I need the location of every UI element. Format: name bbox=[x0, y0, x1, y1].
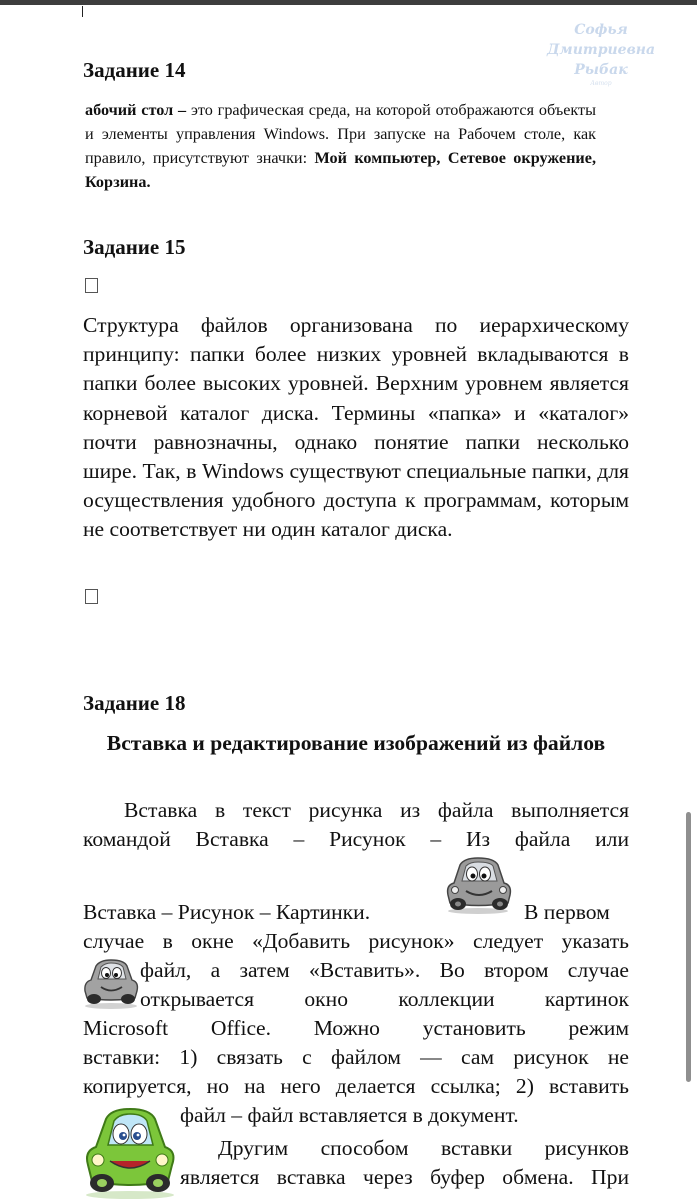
placeholder-box bbox=[85, 589, 98, 604]
text-line: является вставка через буфер обмена. При bbox=[180, 1165, 629, 1189]
text-line: Microsoft Office. Можно установить режим bbox=[83, 1016, 629, 1040]
text-line: В первом bbox=[524, 900, 610, 924]
text-line: Вставка в текст рисунка из файла выполняется bbox=[124, 798, 629, 822]
watermark-name: Софья Дмитриевна bbox=[546, 22, 656, 58]
author-watermark bbox=[532, 20, 670, 88]
text-line: случае в окне «Добавить рисунок» следует указать bbox=[83, 929, 629, 953]
vertical-scrollbar[interactable] bbox=[686, 812, 691, 1082]
text-line: открывается окно коллекции картинок bbox=[140, 987, 629, 1011]
small-gray-cartoon-car-icon bbox=[81, 957, 141, 1009]
watermark-surname: Рыбак bbox=[574, 62, 628, 78]
top-bar bbox=[0, 0, 697, 5]
watermark-caption: Автор bbox=[590, 80, 612, 87]
text-line: вставки: 1) связать с файлом — сам рисунок не bbox=[83, 1045, 629, 1069]
text-line: копируется, но на него делается ссылка; 2) вставить bbox=[83, 1074, 629, 1098]
task-14-dash: – bbox=[173, 101, 191, 119]
text-line: Вставка – Рисунок – Картинки. bbox=[83, 900, 371, 924]
task-14-heading: Задание 14 bbox=[83, 58, 186, 82]
task-15-heading: Задание 15 bbox=[83, 235, 186, 259]
task-15-paragraph: Структура файлов организована по иерархическому принципу: папки более низких уровней вкладываются в папки более высоких уровней. Верхним уровнем является корневой каталог диска. Термины «папка» и «каталог» почти равнозначны, однако понятие папки несколько шире. Так, в Windows существуют специальные папки, для осуществления удобного доступа к программам, которым не соответствует ни один каталог диска. bbox=[83, 313, 629, 542]
green-cartoon-car-icon bbox=[80, 1105, 180, 1200]
text-line: файл – файл вставляется в документ. bbox=[180, 1103, 519, 1127]
text-line: файл, а затем «Вставить». Во втором случае bbox=[140, 958, 629, 982]
text-line: Другим способом вставки рисунков bbox=[218, 1136, 629, 1160]
task-18-title: Вставка и редактирование изображений из файлов bbox=[106, 731, 606, 755]
text-line: командой Вставка – Рисунок – Из файла или bbox=[83, 827, 629, 851]
task-14-definition: это графическая среда, на которой отображаются объекты и элементы управления Windows. При запуске на Рабочем столе, как правило, присутствуют значки: bbox=[85, 101, 596, 167]
placeholder-box bbox=[85, 278, 98, 293]
gray-cartoon-car-icon bbox=[442, 855, 514, 915]
text-cursor bbox=[82, 6, 83, 17]
task-18-heading: Задание 18 bbox=[83, 691, 186, 715]
task-14-term: абочий стол bbox=[85, 101, 174, 119]
task-14-icons-list: Мой компьютер, Сетевое окружение, Корзина. bbox=[85, 149, 596, 191]
task-14-paragraph bbox=[85, 98, 596, 194]
